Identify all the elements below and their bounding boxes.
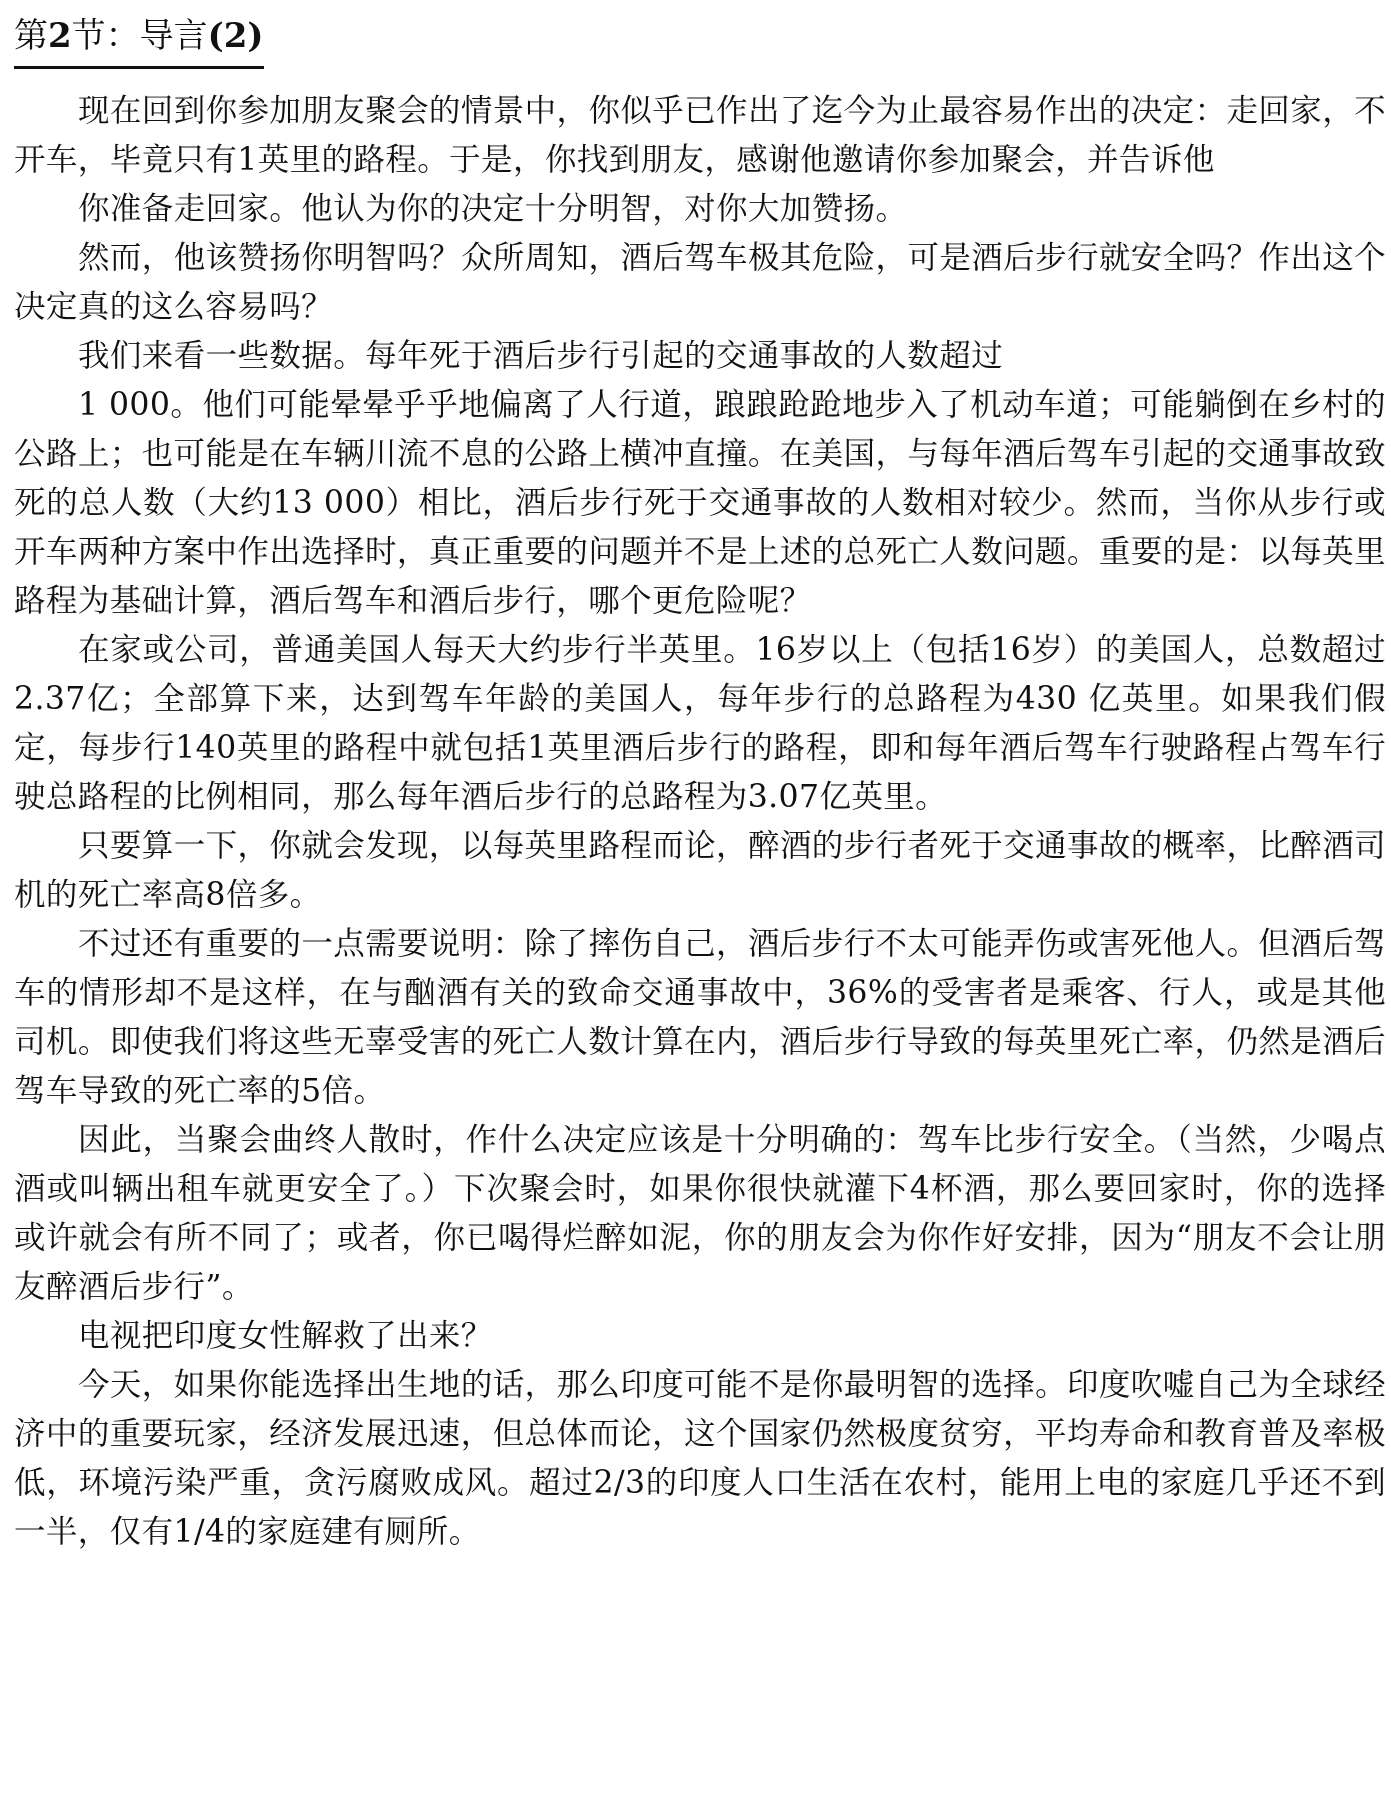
heading-number: 2 (48, 16, 72, 56)
paragraph: 不过还有重要的一点需要说明：除了摔伤自己，酒后步行不太可能弄伤或害死他人。但酒后驾车的情形却不是这样，在与酗酒有关的致命交通事故中，36%的受害者是乘客、行人，或是其他司机。即使我们将这些无辜受害的死亡人数计算在内，酒后步行导致的每英里死亡率，仍然是酒后驾车导致的死亡率的5倍。 (14, 926, 1386, 1109)
document-page (14, 6, 1386, 1557)
heading-main: 导言 (139, 16, 208, 56)
paragraph: 你准备走回家。他认为你的决定十分明智，对你大加赞扬。 (78, 191, 908, 227)
section-subheading: 电视把印度女性解救了出来？ (78, 1318, 493, 1354)
paragraph: 我们来看一些数据。每年死于酒后步行引起的交通事故的人数超过 (78, 338, 1004, 374)
paragraph: 在家或公司，普通美国人每天大约步行半英里。16岁以上（包括16岁）的美国人，总数超过2.37亿；全部算下来，达到驾车年龄的美国人，每年步行的总路程为430 亿英里。如果我们假定，每步行140英里的路程中就包括1英里酒后步行的路程，即和每年酒后驾车行驶路程占驾车行驶总路程的比例相同，那么每年酒后步行的总路程为3.07亿英里。 (14, 632, 1387, 815)
section-heading (14, 6, 264, 69)
paragraph: 因此，当聚会曲终人散时，作什么决定应该是十分明确的：驾车比步行安全。（当然，少喝点酒或叫辆出租车就更安全了。）下次聚会时，如果你很快就灌下4杯酒，那么要回家时，你的选择或许就会有所不同了；或者，你已喝得烂醉如泥，你的朋友会为你作好安排，因为“朋友不会让朋友醉酒后步行”。 (14, 1122, 1386, 1305)
paragraph: 然而，他该赞扬你明智吗？众所周知，酒后驾车极其危险，可是酒后步行就安全吗？作出这个决定真的这么容易吗？ (14, 240, 1386, 325)
paragraph: 只要算一下，你就会发现，以每英里路程而论，醉酒的步行者死于交通事故的概率，比醉酒司机的死亡率高8倍多。 (14, 828, 1386, 913)
body-text (14, 87, 1386, 1557)
heading-prefix: 第 (14, 16, 48, 56)
paragraph: 今天，如果你能选择出生地的话，那么印度可能不是你最明智的选择。印度吹嘘自己为全球经济中的重要玩家，经济发展迅速，但总体而论，这个国家仍然极度贫穷，平均寿命和教育普及率极低，环境污染严重，贪污腐败成风。超过2/3的印度人口生活在农村，能用上电的家庭几乎还不到一半，仅有1/4的家庭建有厕所。 (14, 1367, 1386, 1550)
paragraph: 现在回到你参加朋友聚会的情景中，你似乎已作出了迄今为止最容易作出的决定：走回家，不开车，毕竟只有1英里的路程。于是，你找到朋友，感谢他邀请你参加聚会，并告诉他 (14, 93, 1386, 178)
heading-mid: 节： (71, 16, 140, 56)
paragraph: 1 000。他们可能晕晕乎乎地偏离了人行道，踉踉跄跄地步入了机动车道；可能躺倒在乡村的公路上；也可能是在车辆川流不息的公路上横冲直撞。在美国，与每年酒后驾车引起的交通事故致死的总人数（大约13 000）相比，酒后步行死于交通事故的人数相对较少。然而，当你从步行或开车两种方案中作出选择时，真正重要的问题并不是上述的总死亡人数问题。重要的是：以每英里路程为基础计算，酒后驾车和酒后步行，哪个更危险呢？ (14, 387, 1386, 619)
heading-part: (2) (207, 16, 264, 56)
